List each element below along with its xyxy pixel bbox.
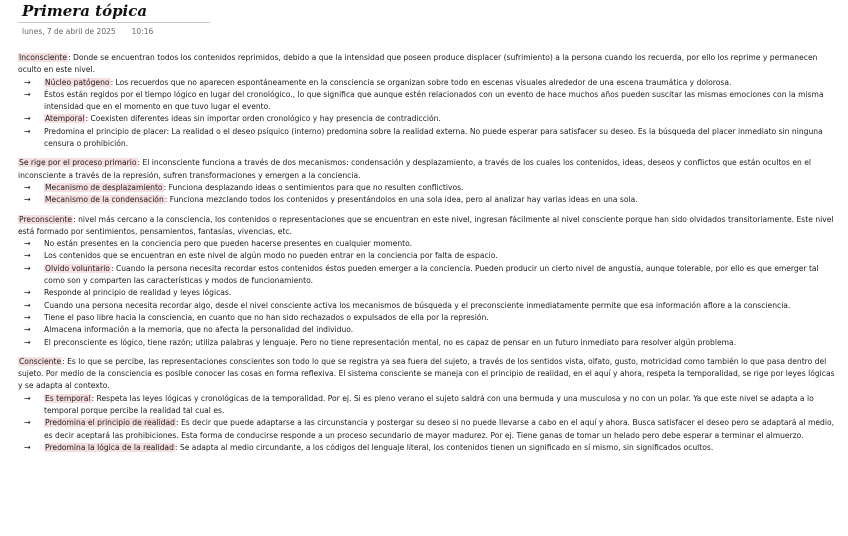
item-text: : Es decir que puede adaptarse a las circunstancia y postergar su deseo si no puede llevarse a cabo en el aquí y ahora. Busca satisfacer el deseo pero se adaptará al medio, es decir aceptará las prohibiciones. Esta forma de conducirse responde a un proceso secundario de mayor madurez. Por ej. Tiene ganas de tomar un helado pero debe esperar a terminar el almuerzo. (44, 418, 835, 440)
item-label: Olvido voluntario (45, 263, 110, 273)
section-paragraph (18, 52, 836, 77)
list-item (18, 89, 836, 114)
note-body[interactable] (18, 52, 836, 454)
arrow-right-icon: → (24, 312, 31, 322)
list-item (18, 287, 836, 299)
note-date: lunes, 7 de abril de 2025 (22, 27, 116, 36)
note-time: 10:16 (131, 27, 154, 36)
section-term: Inconsciente (19, 53, 68, 62)
item-label: Predomina la lógica de la realidad (45, 442, 174, 452)
list-item (18, 77, 836, 89)
section-text: : Donde se encuentran todos los contenidos reprimidos, debido a que la intensidad que poseen produce displacer (sufrimiento) a la persona cuando los recuerda, por ello los reprime y permanecen oculto en este nivel. (18, 53, 818, 75)
note-meta (22, 27, 153, 36)
item-label: Es temporal (45, 393, 91, 403)
item-label: Atemporal (45, 114, 85, 124)
arrow-right-icon: → (24, 393, 31, 403)
bullet-list (18, 182, 836, 207)
list-item (18, 417, 836, 442)
arrow-right-icon: → (24, 182, 31, 192)
item-text: : Respeta las leyes lógicas y cronológicas de la temporalidad. Por ej. Si es pleno verano el sujeto saldrá con una bermuda y una musculosa y no con un polar. Ya que este nivel se adapta a lo temporal porque percibe la realidad tal cual es. (44, 393, 814, 416)
list-item (18, 113, 836, 125)
section-text: : nivel más cercano a la consciencia, los contenidos o representaciones que se encuentran en este nivel, ingresan fácilmente al nivel consciente porque han sido olvidados transitoriamente. Este nivel está formado por sentimientos, pensamientos, fantasías, vivencias, etc. (18, 214, 834, 236)
bullet-list (18, 77, 836, 151)
note-section (18, 52, 836, 150)
arrow-right-icon: → (24, 263, 31, 273)
list-item (18, 393, 836, 418)
item-label: Predomina el principio de realidad (45, 418, 175, 428)
item-text: Los contenidos que se encuentran en este nivel de algún modo no pueden entrar en la conciencia por falta de espacio. (44, 251, 498, 261)
bullet-list (18, 238, 836, 349)
list-item (18, 250, 836, 262)
list-item (18, 312, 836, 324)
arrow-right-icon: → (24, 251, 31, 261)
arrow-right-icon: → (24, 77, 31, 87)
item-text: El preconsciente es lógico, tiene razón; utiliza palabras y lenguaje. Pero no tiene representación mental, no es capaz de pensar en un futuro inmediato para resolver algún problema. (44, 337, 737, 347)
item-text: Éstos están regidos por el tiempo lógico en lugar del cronológico., lo que significa que aunque estén relacionados con un evento de hace muchos años pueden suscitar las mismas emociones con la misma intensidad que en el momento en que tuvo lugar el evento. (44, 89, 824, 112)
bullet-list (18, 393, 836, 454)
list-item (18, 324, 836, 336)
item-text: Tiene el paso libre hacia la consciencia, en cuanto que no han sido rechazados o expulsados de ella por la represión. (44, 312, 489, 322)
item-text: : Cuando la persona necesita recordar estos contenidos éstos pueden emerger a la conciencia. Pueden producir un cierto nivel de angustia, aunque tolerable, por ello es que emerger tal como son y comparten las características y modos de funcionamiento. (44, 263, 819, 286)
arrow-right-icon: → (24, 337, 31, 347)
arrow-right-icon: → (24, 89, 31, 99)
item-text: No están presentes en la conciencia pero que pueden hacerse presentes en cualquier momento. (44, 239, 413, 249)
arrow-right-icon: → (24, 325, 31, 335)
section-text: : Es lo que se percibe, las representaciones conscientes son todo lo que se registra ya sea fuera del sujeto, a través de los sentidos vista, olfato, gusto, motricidad como también lo que pasa dentro del sujeto. Por medio de la consciencia es posible conocer las cosas en forma reflexiva. El sistema consciente se maneja con el principio de realidad, en el aquí y ahora, respeta la temporalidad, se rige por leyes lógicas y se adapta al contexto. (18, 356, 835, 391)
section-paragraph (18, 356, 836, 393)
item-text: Cuando una persona necesita recordar algo, desde el nivel consciente activa los mecanismos de búsqueda y el preconsciente inmediatamente permite que esa información aflore a la consciencia. (44, 300, 791, 310)
list-item (18, 337, 836, 349)
note-section (18, 214, 836, 349)
note-section (18, 157, 836, 206)
list-item (18, 238, 836, 250)
item-text: Almacena información a la memoria, que no afecta la personalidad del individuo. (44, 325, 354, 335)
arrow-right-icon: → (24, 418, 31, 428)
note-title[interactable]: Primera tópica (22, 2, 148, 20)
list-item (18, 182, 836, 194)
item-text: : Coexisten diferentes ideas sin importar orden cronológico y hay presencia de contradicción. (85, 114, 441, 124)
section-paragraph (18, 157, 836, 182)
item-text: : Se adapta al medio circundante, a los códigos del lenguaje literal, los contenidos tienen un significado en sí mismo, sin significados ocultos. (174, 442, 714, 452)
note-section (18, 356, 836, 454)
arrow-right-icon: → (24, 126, 31, 136)
list-item (18, 126, 836, 151)
arrow-right-icon: → (24, 239, 31, 249)
arrow-right-icon: → (24, 195, 31, 205)
item-label: Mecanismo de desplazamiento (45, 182, 163, 192)
item-label: Núcleo patógeno (45, 77, 110, 87)
arrow-right-icon: → (24, 114, 31, 124)
list-item (18, 194, 836, 206)
arrow-right-icon: → (24, 442, 31, 452)
item-text: Responde al principio de realidad y leyes lógicas. (44, 288, 232, 298)
section-term: Se rige por el proceso primario (19, 158, 137, 168)
arrow-right-icon: → (24, 300, 31, 310)
item-text: : Funciona mezclando todos los contenidos y presentándolos en una sola idea, pero al analizar hay varias ideas en una sola. (164, 195, 638, 205)
list-item (18, 442, 836, 454)
item-text: Predomina el principio de placer: La realidad o el deseo psíquico (interno) predomina sobre la realidad externa. No puede esperar para satisfacer su deseo. Es la búsqueda del placer inmediato sin ninguna censura o prohibición. (44, 126, 823, 149)
section-paragraph (18, 214, 836, 239)
item-text: : Funciona desplazando ideas o sentimientos para que no resulten conflictivos. (163, 182, 464, 192)
list-item (18, 263, 836, 288)
section-term: Consciente (19, 356, 62, 366)
title-divider (18, 22, 210, 23)
arrow-right-icon: → (24, 288, 31, 298)
section-text: : El inconsciente funciona a través de dos mecanismos: condensación y desplazamiento, a través de los cuales los contenidos, ideas, deseos y conflictos que están ocultos en el inconsciente a través de la represión, sufren transformaciones y emergen a la conciencia. (18, 158, 812, 180)
item-text: : Los recuerdos que no aparecen espontáneamente en la consciencia se organizan sobre todo en escenas visuales alrededor de una escena traumática y dolorosa. (110, 77, 732, 87)
list-item (18, 300, 836, 312)
item-label: Mecanismo de la condensación (45, 195, 164, 205)
section-term: Preconsciente (19, 214, 73, 224)
